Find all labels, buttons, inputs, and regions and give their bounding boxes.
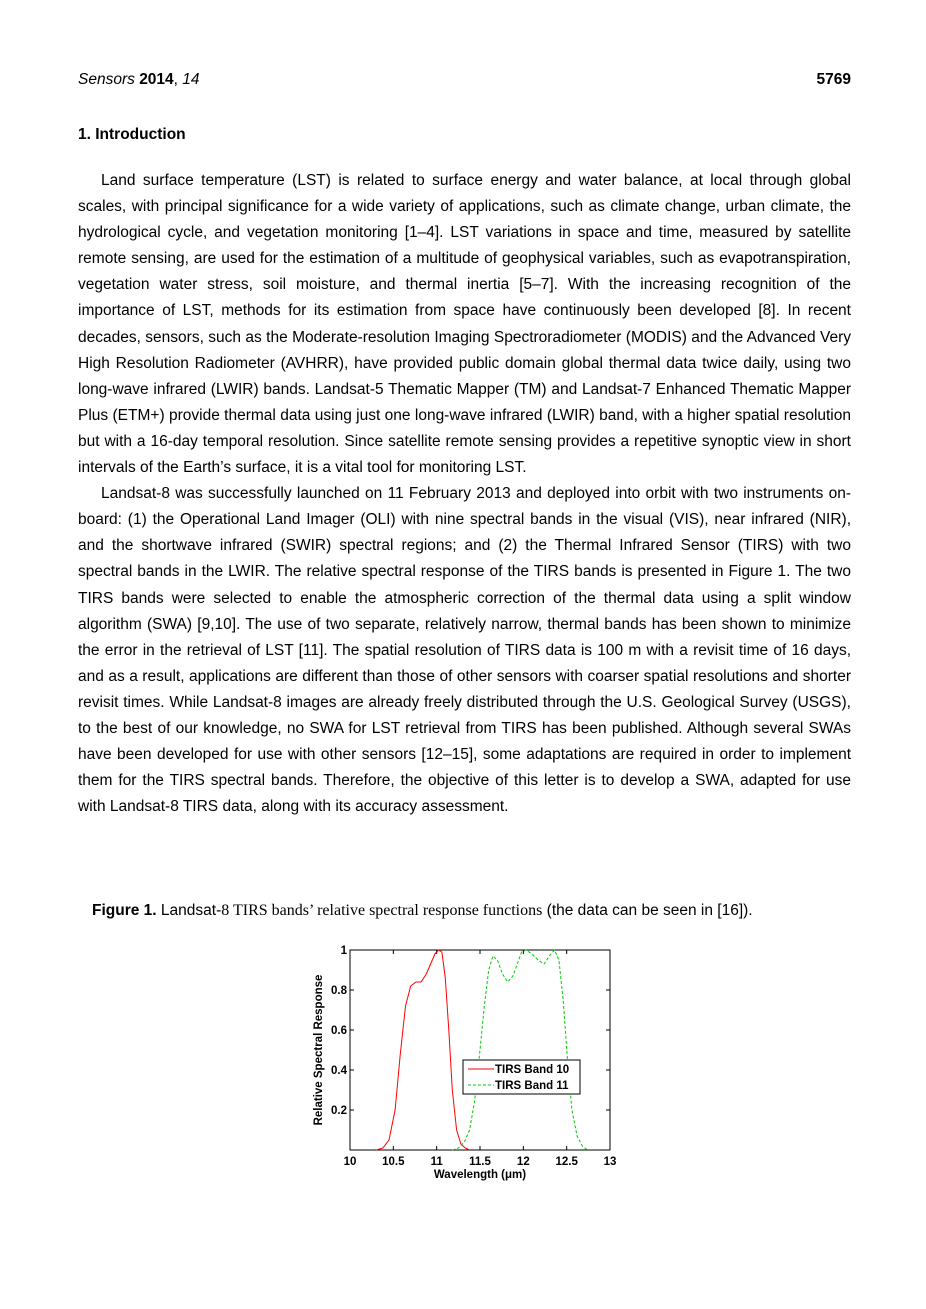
legend-entry: TIRS Band 10 bbox=[495, 1064, 570, 1076]
x-tick-label: 12 bbox=[516, 1156, 530, 1168]
x-tick-label: 10 bbox=[343, 1156, 357, 1168]
x-axis-label: Wavelength (μm) bbox=[433, 1169, 527, 1181]
plot-frame bbox=[350, 950, 610, 1150]
y-tick-label: 0.8 bbox=[331, 985, 347, 997]
series-line-band-11 bbox=[452, 950, 587, 1150]
page-number: 5769 bbox=[816, 71, 851, 88]
y-tick-label: 0.6 bbox=[331, 1025, 347, 1037]
journal-volume: 14 bbox=[182, 71, 200, 88]
caption-text-part2: 8 TIRS bands’ relative spectral response functions bbox=[221, 902, 543, 919]
paragraph: Landsat-8 was successfully launched on 11 February 2013 and deployed into orbit with two instruments on-board: (1) the Operational Land Imager (OLI) with nine spectral bands in the visual (VIS), near infrared (NIR), and the shortwave infrared (SWIR) spectral regions; and (2) the Thermal Infrared Sensor (TIRS) with two spectral bands in the LWIR. The relative spectral response of the TIRS bands is presented in Figure 1. The two TIRS bands were selected to enable the atmospheric correction of the thermal data using a split window algorithm (SWA) [9,10]. The use of two separate, relatively narrow, thermal bands has been shown to minimize the error in the retrieval of LST [11]. The spatial resolution of TIRS data is 100 m with a revisit time of 16 days, and as a result, applications are different than those of other sensors with coarser spatial resolutions and shorter revisit times. While Landsat-8 images are already freely distributed through the U.S. Geological Survey (USGS), to the best of our knowledge, no SWA for LST retrieval from TIRS has been published. Although several SWAs have been developed for use with other sensors [12–15], some adaptations are required in order to implement them for the TIRS spectral bands. Therefore, the objective of this letter is to develop a SWA, adapted for use with Landsat-8 TIRS data, along with its accuracy assessment. bbox=[78, 485, 851, 816]
legend-entry: TIRS Band 11 bbox=[495, 1080, 569, 1092]
running-header bbox=[78, 71, 851, 93]
figure-label: Figure 1. bbox=[92, 902, 157, 919]
figure-caption bbox=[92, 902, 753, 920]
spectral-response-chart bbox=[304, 935, 624, 1190]
x-tick-label: 11 bbox=[430, 1156, 443, 1168]
series-line-band-10 bbox=[376, 950, 470, 1150]
x-tick-label: 13 bbox=[603, 1156, 617, 1168]
x-tick-label: 12.5 bbox=[555, 1156, 578, 1168]
x-tick-label: 11.5 bbox=[469, 1156, 491, 1168]
section-heading: 1. Introduction bbox=[78, 126, 186, 143]
y-tick-label: 0.4 bbox=[331, 1065, 347, 1077]
journal-name: Sensors bbox=[78, 71, 135, 88]
caption-text-part1: Landsat- bbox=[160, 902, 222, 919]
journal-citation: Sensors 2014, 14 bbox=[78, 71, 200, 88]
y-tick-label: 0.2 bbox=[331, 1105, 347, 1117]
y-tick-label: 1 bbox=[340, 945, 347, 957]
caption-text-part3: (the data can be seen in [16]). bbox=[546, 902, 753, 919]
body-text bbox=[78, 168, 851, 820]
journal-year: 2014 bbox=[139, 71, 174, 88]
y-axis-label: Relative Spectral Response bbox=[313, 974, 325, 1126]
x-tick-label: 10.5 bbox=[382, 1156, 405, 1168]
paragraph: Land surface temperature (LST) is related to surface energy and water balance, at local through global scales, with principal significance for a wide variety of applications, such as climate change, urban climate, the hydrological cycle, and vegetation monitoring [1–4]. LST variations in space and time, measured by satellite remote sensing, are used for the estimation of a multitude of geophysical variables, such as evapotranspiration, vegetation water stress, soil moisture, and thermal inertia [5–7]. With the increasing recognition of the importance of LST, methods for its estimation from space have continuously been developed [8]. In recent decades, sensors, such as the Moderate-resolution Imaging Spectroradiometer (MODIS) and the Advanced Very High Resolution Radiometer (AVHRR), have provided public domain global thermal data twice daily, using two long-wave infrared (LWIR) bands. Landsat-5 Thematic Mapper (TM) and Landsat-7 Enhanced Thematic Mapper Plus (ETM+) provide thermal data using just one long-wave infrared (LWIR) band, with a higher spatial resolution but with a 16-day temporal resolution. Since satellite remote sensing provides a repetitive synoptic view in short intervals of the Earth’s surface, it is a vital tool for monitoring LST. bbox=[78, 172, 851, 477]
chart-svg bbox=[304, 935, 624, 1190]
